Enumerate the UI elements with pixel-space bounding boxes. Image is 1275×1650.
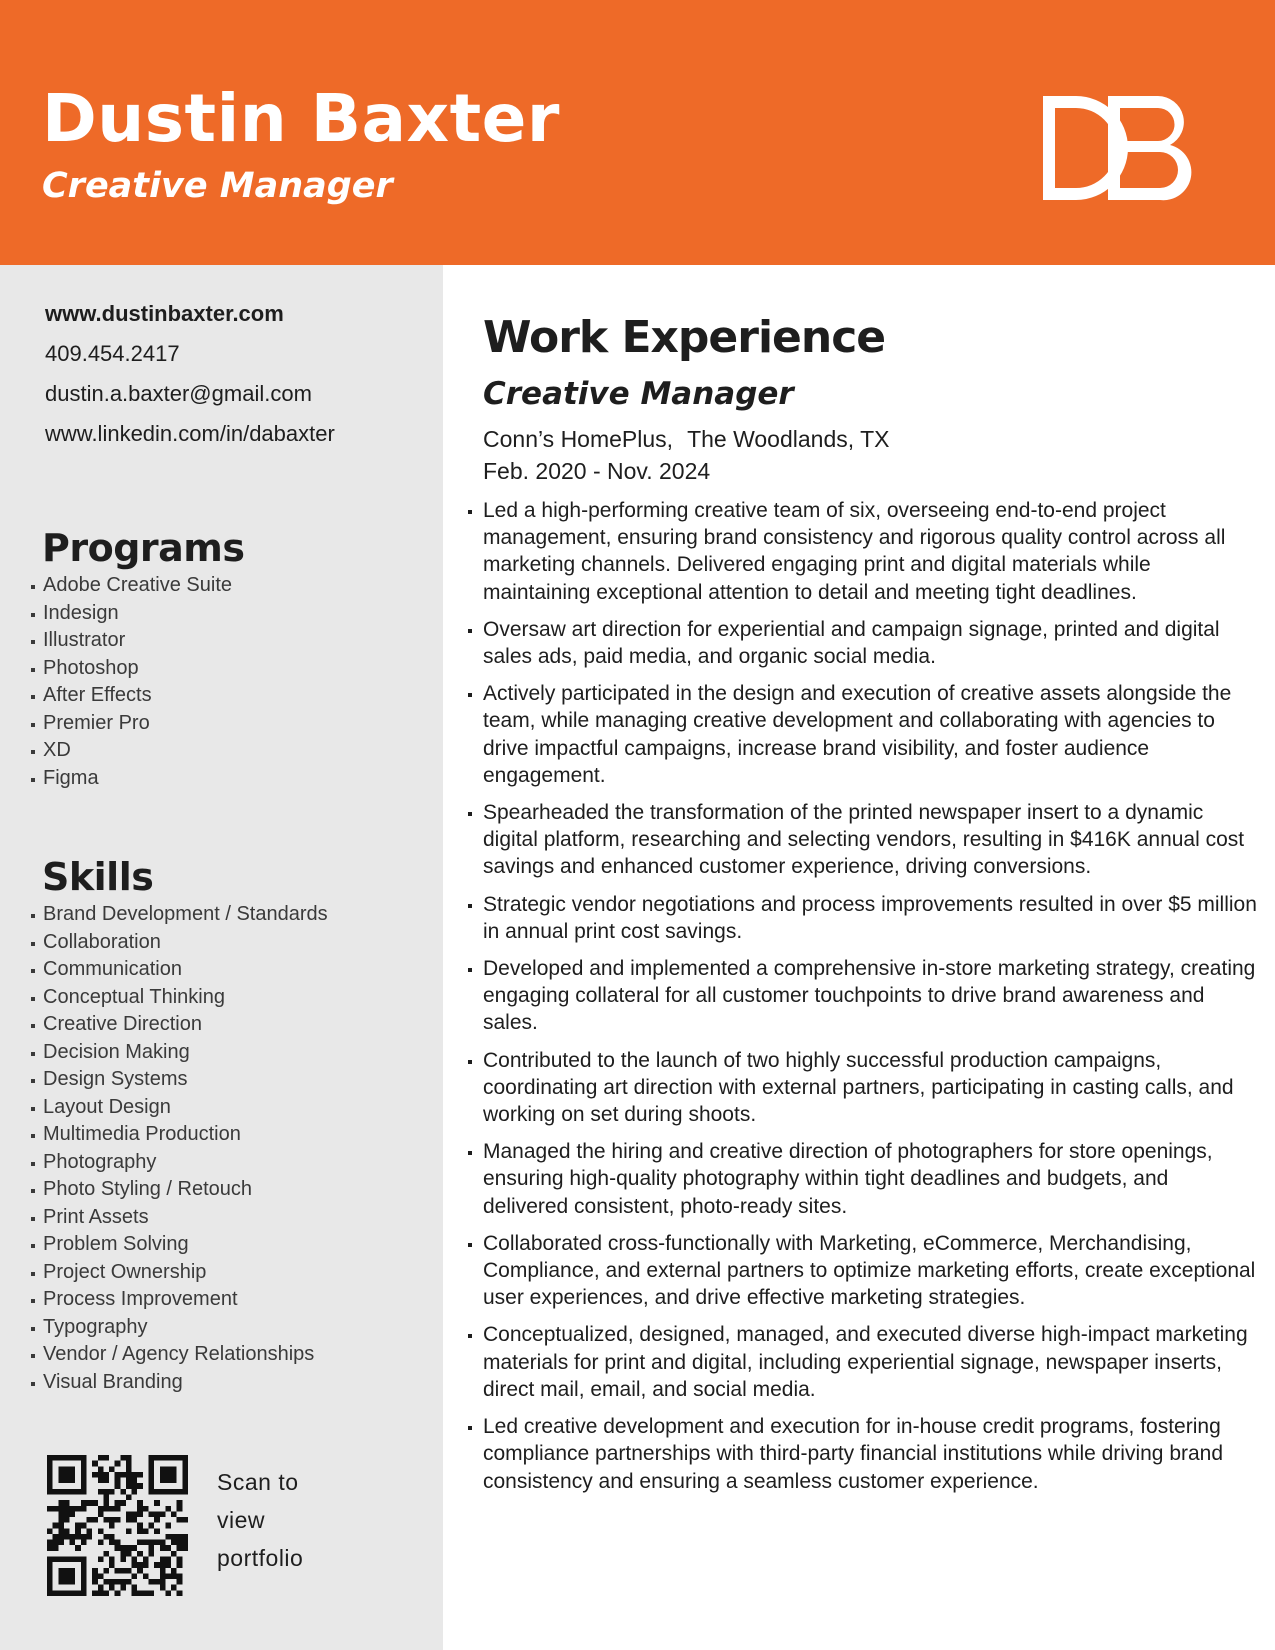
skill-item: Communication xyxy=(28,956,328,984)
program-item: After Effects xyxy=(28,682,232,710)
skill-item: Problem Solving xyxy=(28,1231,328,1259)
website-link[interactable]: www.dustinbaxter.com xyxy=(45,301,284,326)
company-name: Conn’s HomePlus, xyxy=(483,426,674,452)
programs-list xyxy=(28,572,232,792)
experience-bullet: Contributed to the launch of two highly successful production campaigns, coordinating art direction with external partners, participating in casting calls, and working on set during shoots. xyxy=(468,1047,1258,1129)
sidebar xyxy=(0,265,443,1650)
skill-item: Process Improvement xyxy=(28,1286,328,1314)
header-banner xyxy=(0,0,1275,265)
email-link[interactable]: dustin.a.baxter@gmail.com xyxy=(45,381,312,406)
experience-bullet: Developed and implemented a comprehensive in-store marketing strategy, creating engaging collateral for all customer touchpoints to drive brand awareness and sales. xyxy=(468,955,1258,1037)
skill-item: Creative Direction xyxy=(28,1011,328,1039)
skill-item: Typography xyxy=(28,1314,328,1342)
qr-code-icon[interactable] xyxy=(47,1455,188,1596)
skill-item: Decision Making xyxy=(28,1039,328,1067)
company-location: The Woodlands, TX xyxy=(687,426,890,452)
employment-dates: Feb. 2020 - Nov. 2024 xyxy=(483,458,711,484)
programs-heading: Programs xyxy=(42,526,245,570)
experience-bullet: Actively participated in the design and execution of creative assets alongside the team, while managing creative development and collaborating with agencies to drive impactful campaigns, increase brand visibility, and foster audience engagement. xyxy=(468,680,1258,789)
program-item: Illustrator xyxy=(28,627,232,655)
skill-item: Vendor / Agency Relationships xyxy=(28,1341,328,1369)
candidate-title: Creative Manager xyxy=(42,166,393,206)
linkedin-link[interactable]: www.linkedin.com/in/dabaxter xyxy=(45,421,335,446)
skill-item: Photo Styling / Retouch xyxy=(28,1176,328,1204)
experience-bullet: Led creative development and execution for in-house credit programs, fostering compliance partnerships with third-party financial institutions while driving brand consistency and ensuring a seamless customer experience. xyxy=(468,1413,1258,1495)
experience-bullet: Spearheaded the transformation of the printed newspaper insert to a dynamic digital platform, researching and selecting vendors, resulting in $416K annual cost savings and enhanced customer experience, driving conversions. xyxy=(468,799,1258,881)
skill-item: Print Assets xyxy=(28,1204,328,1232)
skills-heading: Skills xyxy=(42,855,154,899)
job-title: Creative Manager xyxy=(483,376,794,412)
skill-item: Visual Branding xyxy=(28,1369,328,1397)
program-item: Figma xyxy=(28,765,232,793)
company-line xyxy=(483,426,890,453)
experience-bullets xyxy=(468,497,1258,1505)
skill-item: Design Systems xyxy=(28,1066,328,1094)
skill-item: Multimedia Production xyxy=(28,1121,328,1149)
experience-bullet: Strategic vendor negotiations and process improvements resulted in over $5 million in annual print cost savings. xyxy=(468,891,1258,945)
work-experience-heading: Work Experience xyxy=(483,312,886,363)
skill-item: Collaboration xyxy=(28,929,328,957)
db-monogram-logo xyxy=(1040,92,1205,204)
skill-item: Project Ownership xyxy=(28,1259,328,1287)
program-item: Photoshop xyxy=(28,655,232,683)
skill-item: Brand Development / Standards xyxy=(28,901,328,929)
program-item: XD xyxy=(28,737,232,765)
phone-number: 409.454.2417 xyxy=(45,341,180,366)
qr-caption: Scan to view portfolio xyxy=(217,1469,304,1571)
experience-bullet: Conceptualized, designed, managed, and executed diverse high-impact marketing materials for print and digital, including experiential signage, newspaper inserts, direct mail, email, and social media. xyxy=(468,1321,1258,1403)
experience-bullet: Led a high-performing creative team of six, overseeing end-to-end project management, ensuring brand consistency and rigorous quality control across all marketing channels. Delivered engaging print and digital materials while maintaining exceptional attention to detail and meeting tight deadlines. xyxy=(468,497,1258,606)
experience-bullet: Oversaw art direction for experiential and campaign signage, printed and digital sales ads, paid media, and organic social media. xyxy=(468,616,1258,670)
program-item: Premier Pro xyxy=(28,710,232,738)
skill-item: Photography xyxy=(28,1149,328,1177)
skills-list xyxy=(28,901,328,1396)
program-item: Adobe Creative Suite xyxy=(28,572,232,600)
candidate-name: Dustin Baxter xyxy=(42,80,560,157)
skill-item: Layout Design xyxy=(28,1094,328,1122)
skill-item: Conceptual Thinking xyxy=(28,984,328,1012)
experience-bullet: Managed the hiring and creative direction of photographers for store openings, ensuring high-quality photography within tight deadlines and budgets, and delivered consistent, photo-ready sites. xyxy=(468,1138,1258,1220)
program-item: Indesign xyxy=(28,600,232,628)
experience-bullet: Collaborated cross-functionally with Marketing, eCommerce, Merchandising, Compliance, and external partners to optimize marketing efforts, create exceptional user experiences, and drive effective marketing strategies. xyxy=(468,1230,1258,1312)
